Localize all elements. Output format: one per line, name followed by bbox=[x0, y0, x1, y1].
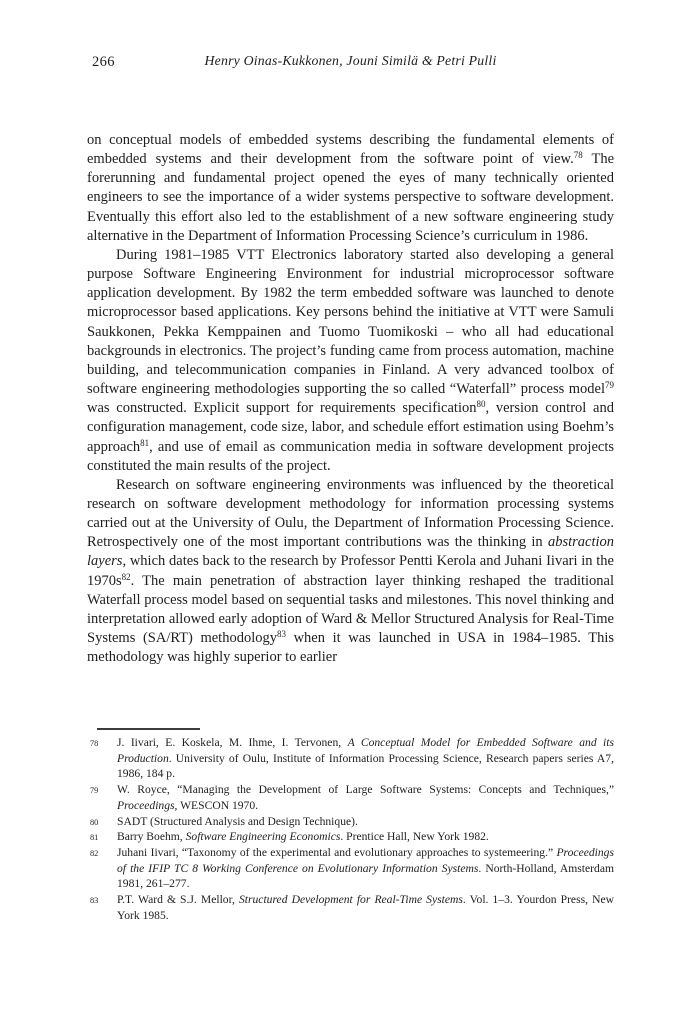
text-run: Research on software engineering environments was influenced by the theoretical research on software development methodology for information processing systems carried out at the University of Oulu, the Department of Information Processing Science. Retrospectively one of the most important contributions was the thinking in bbox=[87, 476, 614, 551]
footnote-marker: 81 bbox=[90, 833, 99, 843]
footnote-text bbox=[117, 815, 358, 828]
italic-text: Proceedings bbox=[117, 798, 175, 812]
italic-text: abstraction layers bbox=[87, 534, 614, 570]
text-run: During 1981–1985 VTT Electronics laboratory started also developing a general purpose Software Engineering Environment for industrial microprocessor software application development. By 1982 the term embedded software was launched to denote microprocessor based applications. Key persons behind the initiative at VTT were Samuli Saukkonen, Pekka Kemppainen and Tuomo Tuomikoski – who all had educational backgrounds in electronics. The project’s funding came from process automation, machine building, and telecommunication companies in Finland. A very advanced toolbox of software engineering methodologies supporting the so called “Waterfall” process model bbox=[87, 246, 614, 398]
text-run: . University of Oulu, Institute of Information Processing Science, Research papers series A7, 1986, 184 p. bbox=[117, 751, 614, 781]
footnote-reference: 80 bbox=[476, 399, 486, 410]
footnote-marker: 83 bbox=[90, 896, 99, 906]
footnote-marker: 82 bbox=[90, 848, 99, 858]
footnote-reference: 81 bbox=[140, 437, 150, 448]
text-run: . Vol. 1–3. Yourdon Press, New York 1985. bbox=[117, 893, 614, 922]
footnote-marker: 78 bbox=[90, 739, 99, 748]
text-run: , which dates back to the research by Professor Pentti Kerola and Juhani Iivari in the 1970s bbox=[87, 553, 614, 589]
text-run: on conceptual models of embedded systems describing the fundamental elements of embedded systems and their development from the software point of view. bbox=[87, 132, 614, 168]
text-run: Juhani Iivari, “Taxonomy of the experimental and evolutionary approaches to systemeering.” bbox=[117, 845, 557, 859]
paragraph bbox=[87, 131, 614, 246]
text-run: W. Royce, “Managing the Development of Large Software Systems: Concepts and Techniques,” bbox=[117, 783, 614, 797]
page-number: 266 bbox=[92, 54, 115, 70]
footnote bbox=[87, 829, 614, 845]
text-run: . North-Holland, Amsterdam 1981, 261–277. bbox=[117, 861, 614, 891]
footnote bbox=[87, 782, 614, 813]
italic-text: Structured Development for Real-Time Systems bbox=[238, 893, 463, 907]
footnote-text bbox=[117, 893, 614, 922]
footnote-reference: 79 bbox=[605, 380, 614, 391]
italic-text: Proceedings of the IFIP TC 8 Working Conference on Evolutionary Information Systems bbox=[117, 845, 614, 875]
italic-text: A Conceptual Model for Embedded Software and its Production bbox=[117, 736, 614, 765]
text-run: Barry Boehm, bbox=[117, 830, 186, 844]
footnote bbox=[87, 892, 614, 923]
footnote-text bbox=[117, 830, 489, 843]
footnotes-list bbox=[87, 735, 614, 923]
footnote-separator bbox=[97, 728, 200, 730]
footnote bbox=[87, 845, 614, 892]
text-run: P.T. Ward & S.J. Mellor, bbox=[117, 893, 239, 907]
text-run: The forerunning and fundamental project opened the eyes of many technically oriented engineers to see the importance of a wider systems perspective to software development. Eventually this effort also led to the establishment of a new software engineering study alternative in the Department of Information Processing Science’s curriculum in 1986. bbox=[87, 151, 615, 244]
text-run: when it was launched in USA in 1984–1985. This methodology was highly superior to earlier bbox=[87, 630, 614, 666]
footnote bbox=[87, 814, 614, 830]
paragraph bbox=[87, 246, 614, 476]
footnote-text bbox=[117, 846, 614, 890]
page-header bbox=[87, 53, 614, 73]
footnote-reference: 83 bbox=[276, 629, 286, 640]
text-run: , and use of email as communication media in software development projects constituted the main results of the project. bbox=[87, 438, 614, 474]
paragraph bbox=[87, 476, 614, 668]
text-run: , version control and configuration management, code size, labor, and schedule effort estimation using Boehm’s approach bbox=[87, 400, 614, 455]
text-run: . Prentice Hall, New York 1982. bbox=[340, 830, 489, 844]
text-run: , WESCON 1970. bbox=[174, 798, 259, 812]
footnote-reference: 82 bbox=[121, 571, 131, 582]
footnote bbox=[87, 735, 614, 782]
footnote-marker: 79 bbox=[90, 786, 99, 796]
footnote-reference: 78 bbox=[573, 150, 583, 161]
footnote-text bbox=[117, 783, 614, 812]
text-run: . The main penetration of abstraction layer thinking reshaped the traditional Waterfall process model based on sequential tasks and milestones. This novel thinking and interpretation allowed early adoption of Ward & Mellor Structured Analysis for Real-Time Systems (SA/RT) methodology bbox=[87, 572, 614, 647]
text-run: J. Iivari, E. Koskela, M. Ihme, I. Tervonen, bbox=[117, 736, 348, 749]
body-text bbox=[87, 131, 614, 667]
footnote-marker: 80 bbox=[90, 817, 99, 827]
text-run: SADT (Structured Analysis and Design Technique). bbox=[117, 814, 358, 828]
text-run: was constructed. Explicit support for requirements specification bbox=[87, 400, 477, 417]
running-header: Henry Oinas-Kukkonen, Jouni Similä & Petri Pulli bbox=[204, 53, 497, 68]
footnote-text bbox=[117, 736, 614, 780]
italic-text: Software Engineering Economics bbox=[185, 830, 341, 844]
